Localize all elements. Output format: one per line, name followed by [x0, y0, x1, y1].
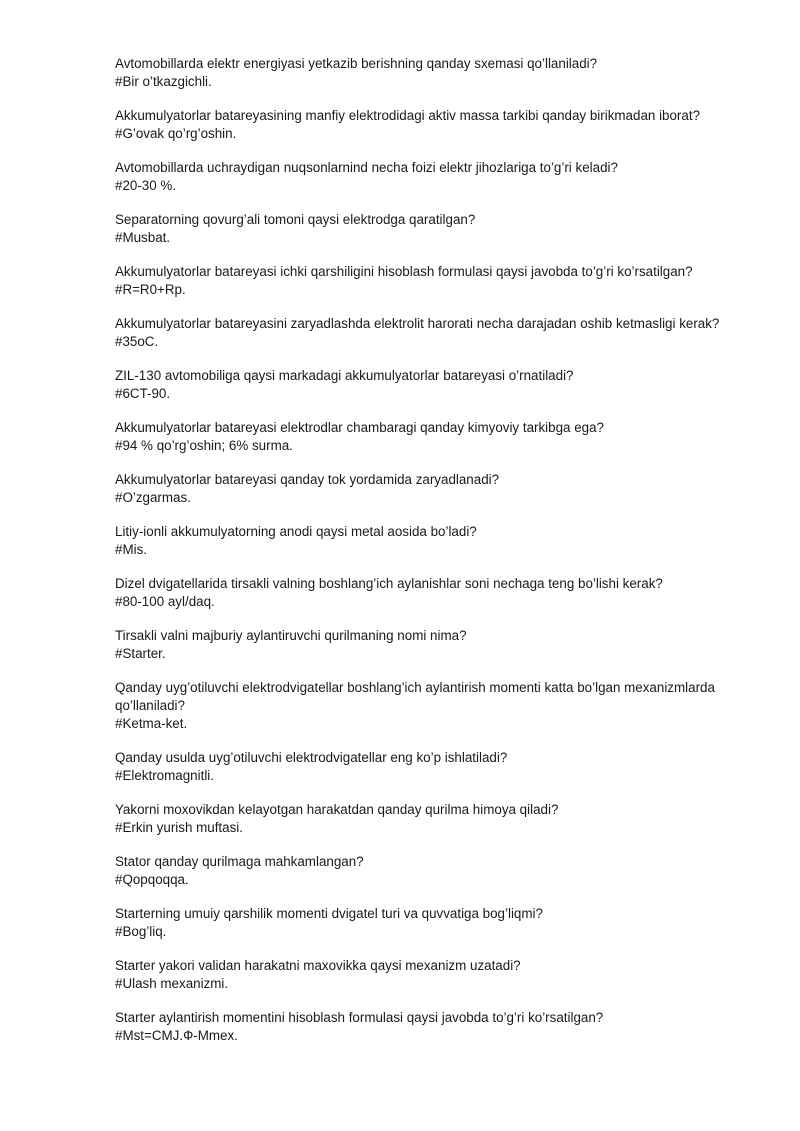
question-text: ZIL-130 avtomobiliga qaysi markadagi akkumulyatorlar batareyasi o’rnatiladi? [115, 368, 574, 383]
qa-item [115, 523, 755, 559]
qa-item [115, 575, 755, 611]
answer-text: #20-30 %. [115, 178, 177, 193]
question-text: Tirsakli valni majburiy aylantiruvchi qurilmaning nomi nima? [115, 628, 467, 643]
question-text: Litiy-ionli akkumulyatorning anodi qaysi metal aosida bo’ladi? [115, 524, 477, 539]
answer-text: #94 % qo’rg’oshin; 6% surma. [115, 438, 293, 453]
answer-text: #Erkin yurish muftasi. [115, 820, 243, 835]
question-text: Akkumulyatorlar batareyasini zaryadlashda elektrolit harorati necha darajadan oshib ketmasligi kerak? [115, 316, 720, 331]
qa-item [115, 211, 755, 247]
answer-text: #Mis. [115, 542, 147, 557]
question-text: Dizel dvigatellarida tirsakli valning boshlang’ich aylanishlar soni nechaga teng bo’lishi kerak? [115, 576, 663, 591]
question-text: Avtomobillarda elektr energiyasi yetkazib berishning qanday sxemasi qo’llaniladi? [115, 56, 598, 71]
qa-item [115, 679, 755, 733]
answer-text: #R=R0+Rp. [115, 282, 186, 297]
question-text: Akkumulyatorlar batareyasi qanday tok yordamida zaryadlanadi? [115, 472, 500, 487]
qa-item [115, 853, 755, 889]
answer-text: #6CT-90. [115, 386, 171, 401]
answer-text: #Qopqoqqa. [115, 872, 189, 887]
answer-text: #Bir o’tkazgichli. [115, 74, 212, 89]
answer-text: #Starter. [115, 646, 166, 661]
answer-text: #O’zgarmas. [115, 490, 191, 505]
answer-text: #Ulash mexanizmi. [115, 976, 229, 991]
qa-item [115, 957, 755, 993]
question-text: Starter yakori validan harakatni maxovikka qaysi mexanizm uzatadi? [115, 958, 521, 973]
answer-text: #Elektromagnitli. [115, 768, 214, 783]
qa-item [115, 1009, 755, 1045]
qa-item [115, 419, 755, 455]
question-text: Avtomobillarda uchraydigan nuqsonlarnind necha foizi elektr jihozlariga to’g’ri keladi? [115, 160, 618, 175]
question-text: Starter aylantirish momentini hisoblash formulasi qaysi javobda to’g’ri ko’rsatilgan? [115, 1010, 604, 1025]
qa-item [115, 55, 755, 91]
question-text: Qanday usulda uyg’otiluvchi elektrodvigatellar eng ko’p ishlatiladi? [115, 750, 508, 765]
qa-item [115, 107, 755, 143]
question-text: Stator qanday qurilmaga mahkamlangan? [115, 854, 364, 869]
qa-item [115, 905, 755, 941]
qa-item [115, 159, 755, 195]
answer-text: #Bog’liq. [115, 924, 167, 939]
question-text: Akkumulyatorlar batareyasining manfiy elektrodidagi aktiv massa tarkibi qanday birikmadan iborat? [115, 108, 701, 123]
answer-text: #Ketma-ket. [115, 716, 188, 731]
qa-item [115, 315, 755, 351]
qa-item [115, 367, 755, 403]
answer-text: #Mst=CMJ.Ф-Mmex. [115, 1028, 238, 1043]
answer-text: #80-100 ayl/daq. [115, 594, 215, 609]
answer-text: #Musbat. [115, 230, 171, 245]
question-text: Yakorni moxovikdan kelayotgan harakatdan qanday qurilma himoya qiladi? [115, 802, 559, 817]
question-text: Starterning umuiy qarshilik momenti dvigatel turi va quvvatiga bog’liqmi? [115, 906, 543, 921]
qa-item [115, 471, 755, 507]
qa-item [115, 749, 755, 785]
document-page [115, 55, 755, 1061]
question-text: Akkumulyatorlar batareyasi ichki qarshiligini hisoblash formulasi qaysi javobda to’g’ri ko’rsatilgan? [115, 264, 693, 279]
answer-text: #35oC. [115, 334, 159, 349]
qa-item [115, 801, 755, 837]
qa-item [115, 627, 755, 663]
question-text: Separatorning qovurg’ali tomoni qaysi elektrodga qaratilgan? [115, 212, 476, 227]
answer-text: #G’ovak qo’rg’oshin. [115, 126, 237, 141]
question-text: Akkumulyatorlar batareyasi elektrodlar chambaragi qanday kimyoviy tarkibga ega? [115, 420, 605, 435]
question-text: Qanday uyg’otiluvchi elektrodvigatellar boshlang’ich aylantirish momenti katta bo’lgan mexanizmlarda qo’llaniladi? [115, 680, 715, 713]
qa-item [115, 263, 755, 299]
